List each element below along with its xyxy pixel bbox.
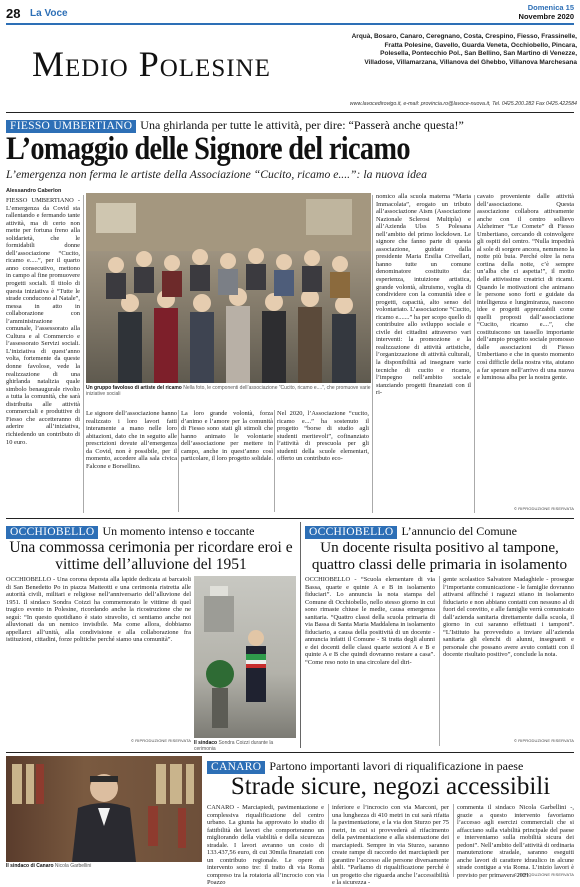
section-label: La Voce — [30, 8, 68, 19]
column-rule — [328, 804, 329, 877]
art3-col-2: gente scolastico Salvatore Madaghiele - prosegue l’importante comunicazione - le famiglie dovranno attivarsi affinché i ragazzi stiano in isolamento fiduciario e non abbiano contatti con nessuno al di fuori del convitto, e alle famiglie verrà comunicato dall’azienda sanitaria direttamente dalla scuola, il giorno in cui saranno effettuati i tamponi”. “L’Istituto ha provveduto a inviare all’azienda sanitaria gli elenchi di alunni, insegnanti e personale che possano avere avuto contatti con il docente risultato positivo”, conclude la nota. — [443, 576, 574, 659]
issue-month: Novembre 2020 — [518, 12, 574, 21]
lead-repro: © RIPRODUZIONE RISERVATA — [514, 506, 574, 511]
lead-byline: Alessandro Caberlon — [6, 188, 62, 194]
lead-caption-bold: Un gruppo favoloso di artiste del ricamo — [86, 385, 182, 391]
lead-col-4a: nomico alla scuola materna “Maria Immacolata”, erogato un tributo all’associazione Aism (Associazione Nazionale Sclerosi Multipla) e all’Azienda Ulss 5 Polesana nell’ambito del primo lockdown. Le signore che fanno parte di questa associazione, guidate dalla presidente Maria Ersilia Crivellari, hanno tutte un comune denominatore costituito da: esperienza, intuizione artistica, grande volontà, altruismo, voglia di condividere con la comunità idee e progetti, capacità, alto senso del volontariato. L’associazione “Cucito, ricamo e.......” ha per scopo quello di contribuire allo sviluppo sociale e civile dei cittadini attraverso vari interventi: la promozione e la realizzazione di attività artistiche, l’organizzazione di attività culturali, la disponibilità ad insegnare varie tecniche di cucito e ricamo, l’impegno nell’ambito sociale stanziando progetti finanziati con il ri- — [376, 193, 471, 397]
art3-headline: Un docente risulta positivo al tampone, quattro classi delle primaria in isolamento — [311, 539, 568, 573]
lead-caption-text: Nella foto, le componenti dell’associazione “Cucito, ricamo e....”, che promuove varie iniziative sociali — [86, 385, 371, 397]
art4-photo — [6, 756, 202, 862]
art2-caption-bold: Il sindaco — [194, 740, 218, 746]
art2-photo-caption — [194, 740, 296, 752]
art4-caption-bold: Il sindaco di Canaro — [6, 863, 54, 869]
lead-photo-caption — [86, 385, 371, 397]
art4-col-1: CANARO - Marciapiedi, pavimentazione e complessiva riqualificazione del centro urbano. La giunta ha approvato lo studio di fattibilità dei lavori che comporteranno un migliorando della viabilità e della sicurezza stradale. I lavori avranno un costo di 133.437,56 euro, di cui 30mila finanziati con un contributo regionale. Le opere di intervento sono tre: il tratto di via Roma compreso tra la rotatoria all’incrocio con via Poazzo — [207, 804, 324, 887]
art2-tag: OCCHIOBELLO — [6, 526, 98, 539]
art4-col-3-wrap — [457, 804, 574, 880]
art2-text: OCCHIOBELLO - Una corona deposta alla lapide dedicata ai barcaioli di San Benedetto Po in piazza Matteotti e una cerimonia ristretta alle autorità civili, militari e religiose nell’anniversario dell’alluvione del 1951. Il sindaco Sondra Coizzi ha commemorato le vittime di quel tragico evento in Polesine, ricordando anche la ricostruzione che ne seguì: “In questo quotidiano è stato stravolto, ci sentiamo anche noi alluvionati da un nemico invisibile. Ma come allora, dobbiamo appellarci all’unità, alla condivisione e alla collaborazione fra istituzioni, cittadini, forze politiche perché siamo una comunità”. — [6, 576, 191, 644]
art2-repro: © RIPRODUZIONE RISERVATA — [131, 738, 191, 743]
lead-tag: FIESSO UMBERTIANO — [6, 120, 136, 133]
column-rule — [274, 410, 275, 512]
page-number: 28 — [6, 6, 21, 21]
column-rule — [474, 195, 475, 513]
art4-repro: © RIPRODUZIONE RISERVATA — [514, 872, 574, 877]
lead-photo — [86, 193, 371, 383]
art4-photo-caption — [6, 863, 202, 869]
lead-subhead: L’emergenza non ferma le artiste della Associazione “Cucito, ricamo e....”: la nuova idea — [6, 167, 427, 181]
masthead-title: Medio Polesine — [32, 44, 271, 84]
masthead-rule — [6, 112, 574, 113]
column-rule — [453, 804, 454, 877]
art2-headline: Una commossa cerimonia per ricordare eroi e vittime dell’alluvione del 1951 — [9, 539, 293, 573]
column-rule — [300, 522, 301, 748]
lead-col-4b: Nel 2020, l’Associazione “cucito, ricamo e....” ha sostenuto il progetto “borse di studio agli studenti meritevoli”, cofinanziato l’attività di prescuola per gli studenti della scuole elementari, offerto un contributo eco- — [277, 410, 369, 463]
top-rule — [6, 23, 574, 25]
art3-kicker-row — [305, 522, 517, 540]
column-rule — [83, 195, 84, 513]
art3-col-1: OCCHIOBELLO - “Scuola elementare di via Bassa, quarte e quinte A e B in isolamento fiduciari”. Lo annuncia la nota stampa del Comune di Occhiobello, nello stesso giorno in cui sono rimaste chiuse le medie, causa emergenza sanitaria. “Quattro classi della scuola primaria di via Bassa di Santa Maria Maddalena in isolamento fiduciario, a causa della positività di un docente - annuncia infatti il Comune - Si tratta degli alunni e dei docenti delle classi quarte sezioni A e B e quinte A e B che quindi dovranno restare a casa”. “Come reso noto in una circolare del diri- — [305, 576, 435, 667]
art4-col-2: inferiore e l’incrocio con via Marconi, per una lunghezza di 410 metri in cui sarà rifatta la pavimentazione, e la via don Sturzo per 75 metri, in cui si provvederà al rifacimento della pavimentazione e alla sistemazione dei marciapiedi. Sempre in via Sturzo, saranno create rampe di raccordo dei marciapiedi per garantire l’accesso alle persone diversamente abili. “Parliamo di riqualificazione perché è un progetto che riguarda anche l’accessibilità e la sicurezza - — [332, 804, 449, 887]
masthead-towns: Arquà, Bosaro, Canaro, Ceregnano, Costa, Crespino, Fiesso, Frassinelle, Fratta Polesine, Gavello, Guarda Veneta, Occhiobello, Pincara, Polesella, Pontecchio Pol., San Bellino, San Martino di Venezze, Villadose, Villamarzana, Villanova del Ghebbo, Villanova Marchesana — [351, 33, 577, 66]
art4-tag: CANARO — [207, 761, 265, 774]
art3-repro: © RIPRODUZIONE RISERVATA — [514, 738, 574, 743]
issue-day: Domenica 15 — [527, 3, 574, 12]
column-rule — [439, 576, 440, 746]
art4-caption-text: Nicola Garbellini — [54, 863, 92, 869]
group-photo-illustration — [86, 193, 371, 383]
column-rule — [372, 195, 373, 513]
lead-col-2: Le signore dell’associazione hanno realizzato i loro lavori fatti interamente a mano nelle loro abitazioni, dato che in seguito alle prescrizioni dovute all’emergenza da Covid, non è possibile, per il momento, accedere alla sala civica Falcone e Borsellino. — [86, 410, 177, 470]
lead-col-3: La loro grande volontà, forza d’animo e l’amore per la comunità di Fiesso sono stati gli stimoli che hanno animato le volontarie dell’associazione per mettere in campo, anche in quest’anno così particolare, il loro progetto solidale. — [181, 410, 273, 463]
lead-kicker: Una ghirlanda per tutte le attività, per dire: “Passerà anche questa!” — [140, 118, 464, 132]
lead-col-1: FIESSO UMBERTIANO - L’emergenza da Covid sta rallentando e fermando tante attività, ma di certo non mette per fortuna freno alla solidarietà, che le formidabili donne dell’associazione “Cucito, ricamo e.....”, per il quarto anno consecutivo, mettono in campo al fine promuovere progetti sociali. Il titolo di questa iniziativa è “Tutte le strade conducono al Natale”, messa in atto in collaborazione con l’amministrazione comunale, l’assessorato alla Cultura e al Commercio e l’assessorato Servizi sociali. L’iniziativa di quest’anno volta, fortemente da queste donne favolose, vede la realizzazione di una ghirlanda natalizia quale simbolo benaugurale rivolto a tutta la comunità, che sarà distribuita alle attività commerciali e produttive di Fiesso che accetteranno di aderire all’iniziativa, richiedendo un contributo di 10 euro. — [6, 197, 80, 446]
mayor-portrait-illustration — [6, 756, 202, 862]
art4-headline: Strade sicure, negozi accessibili — [230, 773, 551, 800]
art4-col-3: commenta il sindaco Nicola Garbellini -, grazie a questo intervento favoriamo l’accesso agli esercizi commerciali che si affacciano sulla viabilità principale del paese e interveniamo sulla mobilità sicura dei pedoni”. Nell’ambito dell’attività di ordinaria manutenzione stradale, saranno eseguiti anche lavori di carattere idraulico in alcune strade contigue a via Roma. L’inizio lavori è previsto per primavera 2021. — [457, 804, 574, 879]
art3-kicker: L’annuncio del Comune — [401, 524, 517, 538]
art2-caption-text: Sondra Coizzi durante la cerimonia — [194, 740, 274, 752]
section-rule — [6, 518, 574, 519]
art2-kicker-row — [6, 522, 254, 540]
art2-text-wrap — [6, 576, 191, 746]
art4-kicker: Partono importanti lavori di riqualificazione in paese — [269, 759, 524, 773]
lead-col-5-wrap — [477, 193, 574, 517]
art2-photo — [194, 576, 296, 738]
lead-col-5: cavato proveniente dalle attività dell’associazione. Questa associazione collabora attivamente anche con il centro sollievo Alzheimer “Le Comete” di Fiesso Umbertiano, cercando di coinvolgere gli ospiti del centro. “Nulla impedirà al sole di sorgere ancora, nemmeno la notte più buia. Perché oltre la nera cortina della notte, c’è sempre un’alba che ci aspetta!”, il motto delle attivissime creatrici di ricami. Quando le motivazioni che animano le persone sono forti e guidate da intelligenza e lungimiranza, nascono idee e progetti apprezzabili come quelli proposti dall’associazione “Cucito, ricamo e....”, che costituiscono un tassello importante dell’ampio progetto sociale promosso dalle associazioni di Fiesso Umbertiano e che in questo momento così difficile della nostra vita, aiutano a far sperare nell’arrivo di una nuova e luminosa alba per la nostra gente. — [477, 193, 574, 382]
art2-kicker: Un momento intenso e toccante — [102, 524, 255, 538]
masthead-contacts: www.lavocedirovigo.it, e-mail: provincia.ro@lavoce-nuova.it, Tel. 0425.200.282 Fax 0425.422584 — [349, 101, 577, 107]
ceremony-illustration — [194, 576, 296, 738]
column-rule — [178, 410, 179, 512]
section-rule — [6, 752, 574, 753]
art3-col-2-wrap — [443, 576, 574, 748]
lead-headline: L’omaggio delle Signore del ricamo — [6, 131, 410, 167]
art3-tag: OCCHIOBELLO — [305, 526, 397, 539]
